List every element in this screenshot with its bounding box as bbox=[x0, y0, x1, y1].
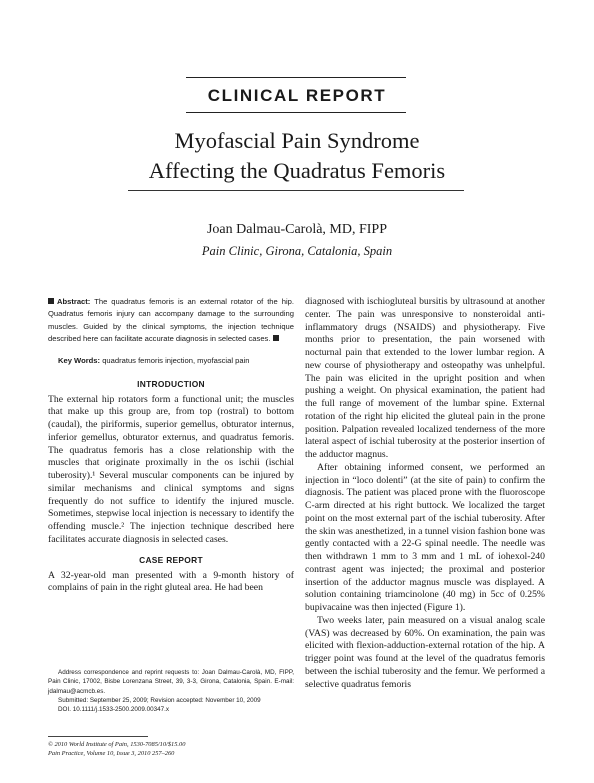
keywords-lead: Key Words: bbox=[58, 355, 101, 365]
case-report-heading: CASE REPORT bbox=[139, 554, 203, 565]
case-paragraph-1: diagnosed with ischiogluteal bursitis by ultrasound at another center. The pain was unresponsive to nonsteroidal anti-inflammatory drugs (NSAIDS) and physiotherapy. Five months prior to presentation, the pain worsened with nocturnal pain that extended to the lower lumbar region. A new course of physiotherapy and osteopathy was unhelpful. The pain was elicited in the upright position and when pushing a weight. On physical examination, the patient had the full range of movement of the lumbar spine. External rotation of the right hip elicited the gluteal pain in the prone position. Palpation revealed localized tenderness of the more lateral aspect of ischial tuberosity at the posterior insertion of the adductor magnus. bbox=[305, 296, 545, 460]
header-rule-bottom bbox=[186, 112, 406, 113]
correspondence-footnote bbox=[48, 668, 294, 714]
abstract-square-icon bbox=[48, 298, 54, 304]
title-line-2: Affecting the Quadratus Femoris bbox=[148, 158, 446, 183]
article-title bbox=[0, 126, 594, 186]
report-type-label: CLINICAL REPORT bbox=[207, 86, 387, 105]
abstract-lead: Abstract: bbox=[57, 297, 91, 306]
case-paragraph-2: After obtaining informed consent, we performed an injection in “loco dolenti” (at the site of pain) to confirm the diagnosis. The patient was placed prone with the fluoroscope C-arm directed at his right buttock. We localized the target point on the most external part of the ischial tuberosity. After the skin was anesthetized, in a tunnel vision fashion bone was gently contacted with a 22-G spinal needle. The needle was then withdrawn 1 mm to 3 mm and 1 mL of iohexol-240 contrast agent was injected; the proximal and posterior insertion of the adductor magnus muscle was displayed. A solution containing triamcinolone (40 mg) in 5cc of 0.25% bupivacaine was then injected (Figure 1). bbox=[305, 461, 545, 613]
left-column bbox=[48, 296, 294, 595]
submission-dates: Submitted: September 25, 2009; Revision accepted: November 10, 2009 bbox=[58, 696, 261, 704]
introduction-text: The external hip rotators form a functional unit; the muscles that make up this group are, from top (rostral) to bottom (caudal), the piriformis, superior gemellus, obturator internus, inferior gemellus, obturator externus, and quadratus femoris. The quadratus femoris has a close relationship with the muscles that originate proximally in the os ischii (ischial tuberosity).¹ Several muscular components can be injured by similar mechanisms and clinical symptoms and signs frequently do not suffice to identify the injured muscle. Sometimes, stepwise local injection is necessary to identify the offending muscle.² The injection technique described here facilitates accurate diagnosis in selected cases. bbox=[48, 393, 294, 545]
abstract-text: The quadratus femoris is an external rotator of the hip. Quadratus femoris injury can accompany damage to the surrounding muscles. Guided by the clinical symptoms, the injection technique described here can facilitate accurate diagnosis in selected cases. bbox=[48, 297, 294, 344]
header-rule-top bbox=[186, 77, 406, 78]
title-rule bbox=[128, 190, 464, 191]
case-paragraph-3: Two weeks later, pain measured on a visual analog scale (VAS) was decreased by 60%. On examination, the pain was elicited with flexion-adduction-external rotation of the hip. A trigger point was found at the level of the quadratus femoris between the ischial tuberosity and the femur. We performed a selective quadratus femoris bbox=[305, 614, 545, 690]
copyright-block bbox=[48, 740, 294, 758]
keywords bbox=[58, 355, 294, 367]
introduction-heading: INTRODUCTION bbox=[137, 378, 205, 389]
author-affiliation: Pain Clinic, Girona, Catalonia, Spain bbox=[201, 244, 393, 258]
copyright-line: © 2010 World Institute of Pain, 1530-7085/10/$15.00 bbox=[48, 741, 186, 748]
case-report-text: A 32-year-old man presented with a 9-month history of complains of pain in the right gluteal area. He had been bbox=[48, 569, 294, 594]
right-column bbox=[305, 296, 545, 691]
title-line-1: Myofascial Pain Syndrome bbox=[174, 128, 420, 153]
journal-citation: Pain Practice, Volume 10, Issue 3, 2010 257–260 bbox=[48, 750, 175, 757]
footer-rule bbox=[48, 736, 148, 737]
keywords-text: quadratus femoris injection, myofascial pain bbox=[102, 355, 250, 365]
author-name: Joan Dalmau-Carolà, MD, FIPP bbox=[206, 222, 388, 237]
abstract-end-square-icon bbox=[273, 335, 279, 341]
abstract bbox=[48, 296, 294, 346]
doi: DOI. 10.1111/j.1533-2500.2009.00347.x bbox=[58, 706, 169, 714]
correspondence-address: Address correspondence and reprint requests to: Joan Dalmau-Carolà, MD, FIPP, Pain Clinic, 17002, Bisbe Lorenzana Street, 39, 3-3, Girona, Catalonia, Spain. E-mail: jdalmau@acmcb.es. bbox=[48, 669, 294, 695]
